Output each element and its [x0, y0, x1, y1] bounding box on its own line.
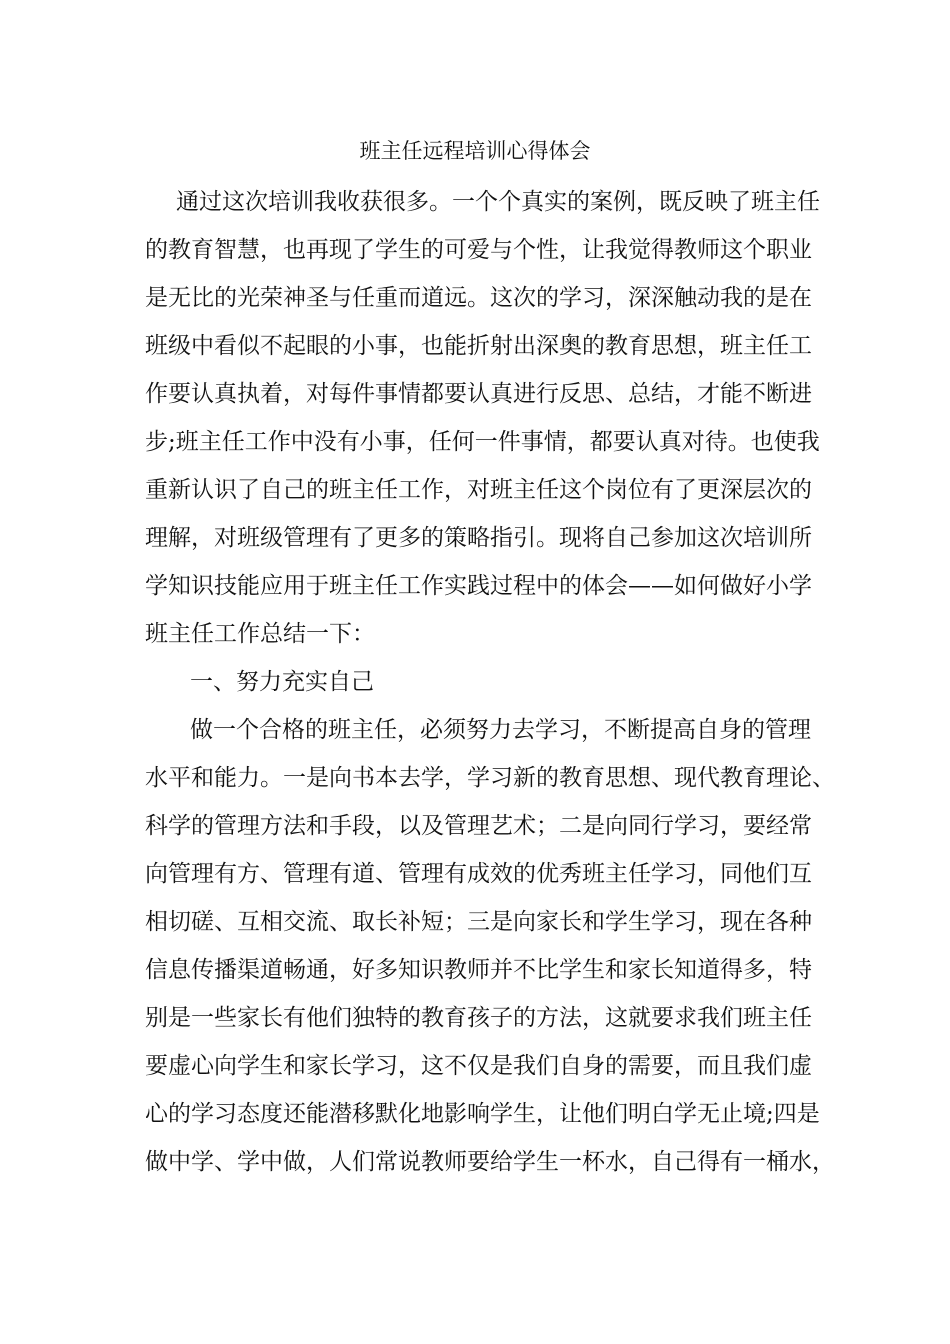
text-line: 步;班主任工作中没有小事，任何一件事情，都要认真对待。也使我 [145, 429, 820, 455]
text-line: 理解，对班级管理有了更多的策略指引。现将自己参加这次培训所 [145, 525, 812, 551]
text-line: 向管理有方、管理有道、管理有成效的优秀班主任学习，同他们互 [145, 861, 812, 887]
text-line: 信息传播渠道畅通，好多知识教师并不比学生和家长知道得多，特 [145, 957, 812, 983]
text-line: 别是一些家长有他们独特的教育孩子的方法，这就要求我们班主任 [145, 1005, 812, 1031]
text-line: 是无比的光荣神圣与任重而道远。这次的学习，深深触动我的是在 [145, 285, 812, 311]
text-line: 心的学习态度还能潜移默化地影响学生，让他们明白学无止境;四是 [145, 1101, 820, 1127]
text-line: 重新认识了自己的班主任工作，对班主任这个岗位有了更深层次的 [145, 477, 812, 503]
text-line: 的教育智慧，也再现了学生的可爱与个性，让我觉得教师这个职业 [145, 237, 812, 263]
text-line: 学知识技能应用于班主任工作实践过程中的体会——如何做好小学 [145, 573, 812, 599]
document-title: 班主任远程培训心得体会 [359, 139, 591, 163]
text-line: 班主任工作总结一下： [145, 621, 375, 647]
text-line: 科学的管理方法和手段，以及管理艺术；二是向同行学习，要经常 [145, 813, 812, 839]
text-line: 通过这次培训我收获很多。一个个真实的案例，既反映了班主任 [176, 189, 820, 215]
text-line: 水平和能力。一是向书本去学，学习新的教育思想、现代教育理论、 [145, 765, 835, 791]
text-line: 班级中看似不起眼的小事，也能折射出深奥的教育思想，班主任工 [145, 333, 812, 359]
text-line: 做中学、学中做，人们常说教师要给学生一杯水，自己得有一桶水， [145, 1149, 835, 1175]
text-line: 作要认真执着，对每件事情都要认真进行反思、总结，才能不断进 [145, 381, 812, 407]
text-line: 做一个合格的班主任，必须努力去学习，不断提高自身的管理 [190, 717, 811, 743]
section-heading: 一、努力充实自己 [190, 669, 374, 695]
text-line: 相切磋、互相交流、取长补短；三是向家长和学生学习，现在各种 [145, 909, 812, 935]
text-line: 要虚心向学生和家长学习，这不仅是我们自身的需要，而且我们虚 [145, 1053, 812, 1079]
